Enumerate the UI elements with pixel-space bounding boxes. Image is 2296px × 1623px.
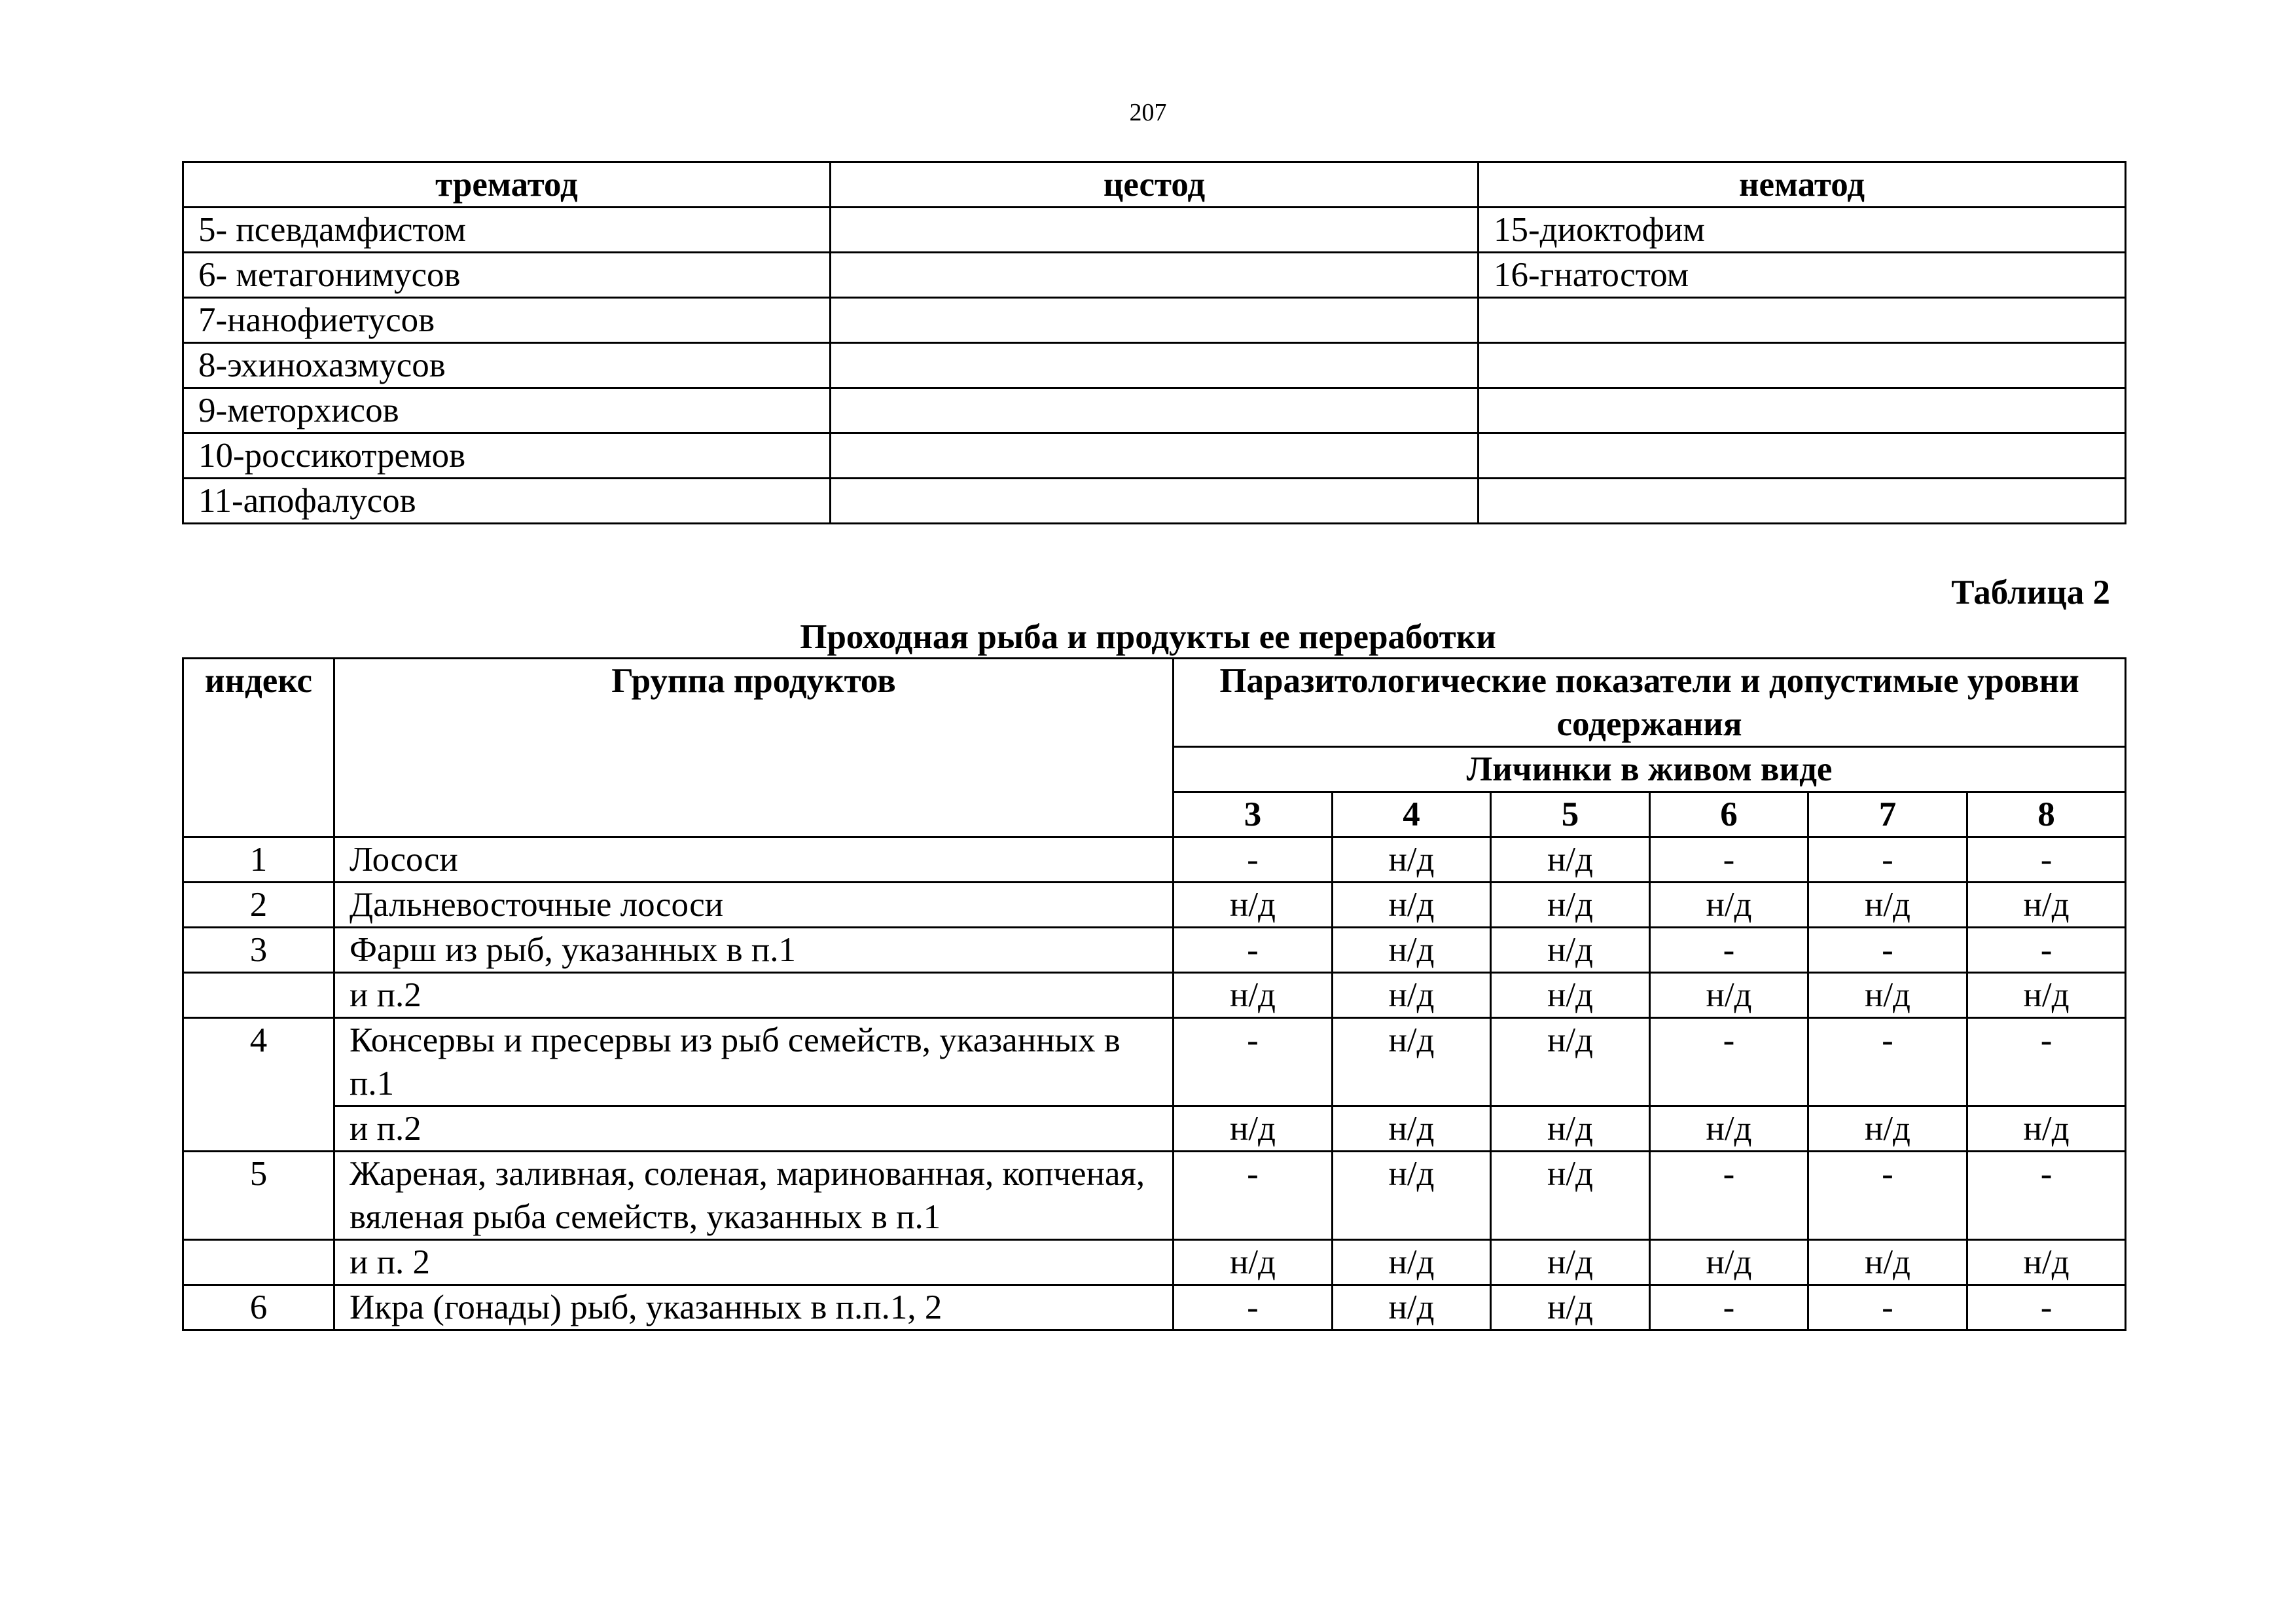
value-cell: н/д (1491, 1106, 1650, 1152)
indicators-header: Паразитологические показатели и допустимые уровни содержания (1174, 659, 2126, 747)
value-cell: н/д (1333, 1152, 1491, 1240)
value-cell: н/д (1174, 973, 1333, 1018)
table-cell (831, 479, 1479, 524)
table-cell (831, 343, 1479, 388)
table-row (183, 1018, 2126, 1106)
product-cell: Икра (гонады) рыб, указанных в п.п.1, 2 (334, 1285, 1174, 1330)
value-cell: - (1650, 1285, 1808, 1330)
product-cell: Лососи (334, 837, 1174, 883)
product-cell: и п.2 (334, 1106, 1174, 1152)
table-row (183, 208, 2126, 253)
index-header: индекс (183, 659, 334, 837)
table-label: Таблица 2 (1951, 574, 2110, 611)
value-cell: - (1650, 837, 1808, 883)
table-cell (1479, 343, 2126, 388)
table-cell: 16-гнатостом (1479, 253, 2126, 298)
table-row (183, 883, 2126, 928)
table-cell: 8-эхинохазмусов (183, 343, 831, 388)
page-number: 207 (1129, 99, 1167, 126)
value-cell: - (1808, 928, 1967, 973)
value-cell: н/д (1650, 883, 1808, 928)
table-row (183, 253, 2126, 298)
value-cell: - (1967, 1018, 2126, 1106)
table-row (183, 298, 2126, 343)
parasite-list-table (182, 161, 2126, 524)
value-cell: н/д (1333, 928, 1491, 973)
table-title: Проходная рыба и продукты ее переработки (800, 618, 1496, 656)
value-cell: - (1808, 837, 1967, 883)
table-row (183, 343, 2126, 388)
table-cell (831, 388, 1479, 433)
value-cell: н/д (1333, 973, 1491, 1018)
table-cell: 7-нанофиетусов (183, 298, 831, 343)
table-cell: 9-меторхисов (183, 388, 831, 433)
table-row (183, 433, 2126, 479)
value-cell: н/д (1491, 1018, 1650, 1106)
value-cell: н/д (1491, 837, 1650, 883)
column-header: 5 (1491, 792, 1650, 837)
index-cell: 6 (183, 1285, 334, 1330)
value-cell: - (1174, 1018, 1333, 1106)
value-cell: н/д (1967, 883, 2126, 928)
value-cell: - (1650, 928, 1808, 973)
value-cell: н/д (1967, 1240, 2126, 1285)
table-row (183, 1240, 2126, 1285)
product-cell: и п. 2 (334, 1240, 1174, 1285)
table-cell: 10-россикотремов (183, 433, 831, 479)
table-row (183, 1285, 2126, 1330)
column-header: 6 (1650, 792, 1808, 837)
index-cell: 3 (183, 928, 334, 973)
value-cell: н/д (1333, 1240, 1491, 1285)
index-cell (183, 1240, 334, 1285)
value-cell: н/д (1174, 883, 1333, 928)
value-cell: - (1174, 1152, 1333, 1240)
table-row (183, 837, 2126, 883)
table-row (183, 973, 2126, 1018)
table-row (183, 1152, 2126, 1240)
table-cell (831, 208, 1479, 253)
value-cell: н/д (1333, 1285, 1491, 1330)
product-cell: Фарш из рыб, указанных в п.1 (334, 928, 1174, 973)
value-cell: н/д (1333, 1106, 1491, 1152)
table-header-row (183, 659, 2126, 747)
index-cell: 4 (183, 1018, 334, 1152)
table-cell (831, 433, 1479, 479)
table-cell: 6- метагонимусов (183, 253, 831, 298)
table-row (183, 928, 2126, 973)
index-cell: 2 (183, 883, 334, 928)
value-cell: - (1967, 1285, 2126, 1330)
column-header: 4 (1333, 792, 1491, 837)
value-cell: - (1808, 1285, 1967, 1330)
value-cell: - (1967, 837, 2126, 883)
value-cell: н/д (1650, 973, 1808, 1018)
product-cell: Консервы и пресервы из рыб семейств, указанных в п.1 (334, 1018, 1174, 1106)
column-header: 3 (1174, 792, 1333, 837)
value-cell: н/д (1650, 1240, 1808, 1285)
value-cell: н/д (1491, 1152, 1650, 1240)
value-cell: н/д (1333, 883, 1491, 928)
product-cell: Жареная, заливная, соленая, маринованная, копченая, вяленая рыба семейств, указанных в п.1 (334, 1152, 1174, 1240)
value-cell: н/д (1333, 837, 1491, 883)
value-cell: н/д (1333, 1018, 1491, 1106)
product-cell: Дальневосточные лососи (334, 883, 1174, 928)
index-cell: 1 (183, 837, 334, 883)
value-cell: н/д (1967, 973, 2126, 1018)
value-cell: - (1967, 1152, 2126, 1240)
index-cell (183, 973, 334, 1018)
table-header-row (183, 162, 2126, 208)
value-cell: н/д (1491, 1240, 1650, 1285)
table-row (183, 1106, 2126, 1152)
column-header: цестод (831, 162, 1479, 208)
index-cell: 5 (183, 1152, 334, 1240)
fish-products-table (182, 657, 2126, 1331)
value-cell: н/д (1174, 1106, 1333, 1152)
column-header: нематод (1479, 162, 2126, 208)
table-cell (1479, 479, 2126, 524)
value-cell: - (1174, 1285, 1333, 1330)
value-cell: н/д (1808, 1106, 1967, 1152)
value-cell: - (1650, 1018, 1808, 1106)
table-cell (1479, 298, 2126, 343)
table-row (183, 388, 2126, 433)
product-group-header: Группа продуктов (334, 659, 1174, 837)
value-cell: - (1174, 928, 1333, 973)
value-cell: н/д (1491, 1285, 1650, 1330)
table-cell (831, 253, 1479, 298)
value-cell: н/д (1808, 883, 1967, 928)
product-cell: и п.2 (334, 973, 1174, 1018)
value-cell: н/д (1808, 973, 1967, 1018)
table-cell (1479, 388, 2126, 433)
table-cell: 5- псевдамфистом (183, 208, 831, 253)
value-cell: - (1967, 928, 2126, 973)
value-cell: н/д (1967, 1106, 2126, 1152)
larvae-header: Личинки в живом виде (1174, 747, 2126, 792)
value-cell: - (1174, 837, 1333, 883)
column-header: трематод (183, 162, 831, 208)
table-row (183, 479, 2126, 524)
table-cell: 15-диоктофим (1479, 208, 2126, 253)
table-cell: 11-апофалусов (183, 479, 831, 524)
value-cell: н/д (1650, 1106, 1808, 1152)
value-cell: н/д (1808, 1240, 1967, 1285)
value-cell: - (1808, 1018, 1967, 1106)
table-cell (831, 298, 1479, 343)
value-cell: - (1650, 1152, 1808, 1240)
value-cell: н/д (1491, 928, 1650, 973)
table-cell (1479, 433, 2126, 479)
value-cell: н/д (1491, 973, 1650, 1018)
column-header: 7 (1808, 792, 1967, 837)
column-header: 8 (1967, 792, 2126, 837)
value-cell: н/д (1174, 1240, 1333, 1285)
value-cell: н/д (1491, 883, 1650, 928)
value-cell: - (1808, 1152, 1967, 1240)
